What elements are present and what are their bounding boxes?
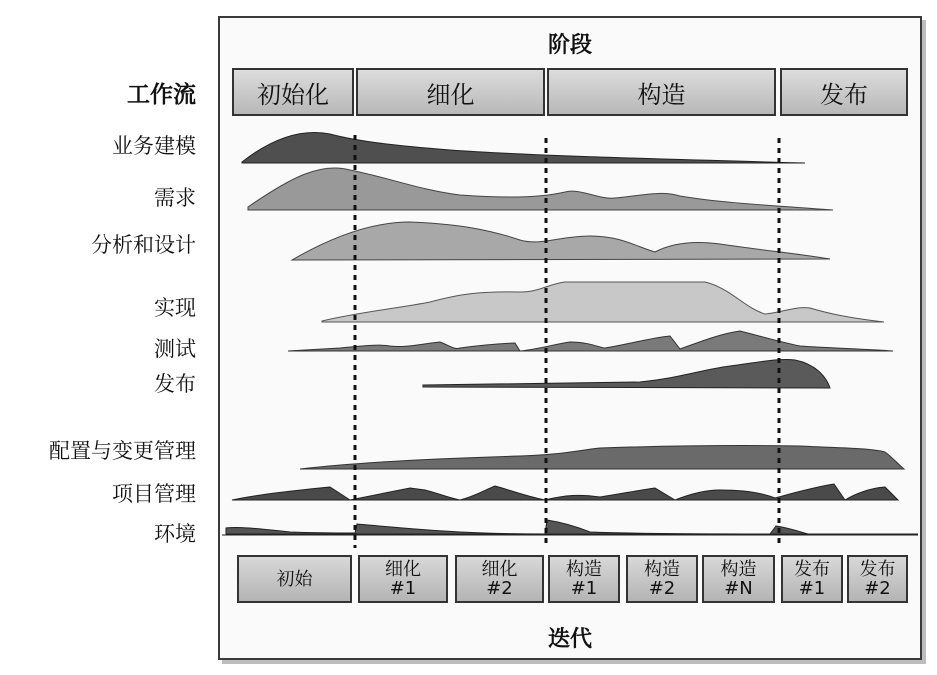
iteration-label: 构造 [644,559,680,580]
phase-label: 发布 [820,80,868,109]
iteration-inception [237,555,352,603]
iteration-label: 构造 [720,559,757,580]
curve-deployment [423,359,830,388]
iteration-construction-1 [548,555,620,603]
workflow-config-change-mgmt: 配置与变更管理 [49,439,196,463]
iteration-number: #N [724,578,753,599]
iterations-title: 迭代 [547,627,592,652]
workflow-environment: 环境 [154,522,196,546]
curve-project-mgmt [232,484,898,500]
iteration-elaboration-2 [455,555,544,603]
curve-implementation [322,282,884,322]
iteration-label: 细化 [385,559,421,580]
iteration-label: 发布 [859,559,896,580]
iteration-number: #2 [486,578,513,599]
iteration-elaboration-1 [358,555,448,603]
iteration-label: 细化 [481,559,518,580]
phase-label: 细化 [426,80,475,109]
iteration-construction-2 [626,555,698,603]
workflow-deployment: 发布 [154,372,196,396]
phase-label: 构造 [637,80,686,109]
iteration-number: #1 [798,578,826,599]
curve-analysis-design [292,222,830,260]
curve-environment [226,520,918,534]
iteration-number: #2 [864,578,891,599]
workflow-test: 测试 [154,337,196,361]
iteration-label: 发布 [794,559,830,580]
workflow-project-mgmt: 项目管理 [112,482,196,506]
workflow-implementation: 实现 [154,296,196,320]
curve-requirements [248,168,833,210]
iteration-label: 初始 [276,568,313,590]
workflow-header: 工作流 [127,82,196,108]
workflow-analysis-design: 分析和设计 [91,233,196,257]
iteration-construction-n [702,555,775,603]
workflow-business-modeling: 业务建模 [112,134,196,158]
iteration-number: #1 [570,578,598,599]
iteration-label: 构造 [566,559,602,580]
phase-label: 初始化 [257,80,329,109]
iteration-transition-2 [847,555,908,603]
curve-test [288,331,893,351]
phases-title: 阶段 [547,33,592,58]
workflow-requirements: 需求 [154,186,196,210]
iteration-number: #1 [389,578,417,599]
iteration-number: #2 [648,578,676,599]
curve-business-modeling [242,132,805,163]
iteration-transition-1 [781,555,843,603]
curve-config-change-mgmt [300,446,904,469]
